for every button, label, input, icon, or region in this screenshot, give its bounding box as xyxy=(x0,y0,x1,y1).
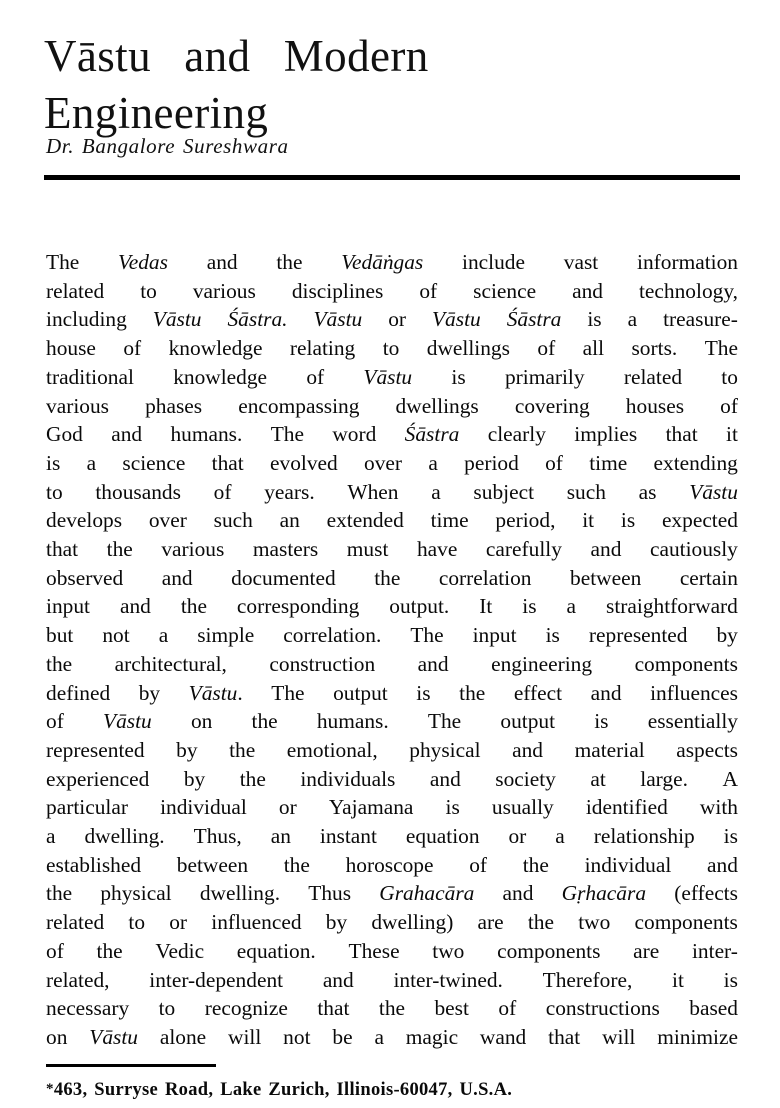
body-word: the xyxy=(276,250,303,274)
body-word: equation. xyxy=(236,938,316,963)
footnote xyxy=(46,1077,746,1102)
body-word: the xyxy=(283,852,310,877)
body-word: and xyxy=(590,680,622,705)
body-word: inter-twined. xyxy=(393,967,503,992)
body-word: a xyxy=(431,479,441,504)
body-word: simple xyxy=(197,623,255,648)
body-line xyxy=(46,621,738,650)
body-word: period xyxy=(464,450,519,475)
body-word: defined xyxy=(46,680,111,705)
body-line xyxy=(46,822,738,851)
body-word: effect xyxy=(513,680,563,705)
body-line xyxy=(46,564,738,593)
body-word: and xyxy=(111,422,143,447)
body-word: large. xyxy=(640,766,688,791)
body-word: output xyxy=(500,709,556,734)
body-word: the xyxy=(374,565,401,590)
body-word: best xyxy=(434,996,469,1021)
body-word: physical xyxy=(409,737,481,762)
body-line xyxy=(46,248,738,277)
body-word: expected xyxy=(661,508,738,533)
body-word: covering xyxy=(514,393,590,418)
body-word: the xyxy=(106,537,133,562)
body-word: A xyxy=(722,766,738,791)
body-word: traditional xyxy=(46,364,134,389)
body-word: a xyxy=(46,824,56,849)
body-word: to xyxy=(382,336,400,361)
body-word: to xyxy=(128,910,146,935)
body-word: construction xyxy=(269,651,376,676)
body-word: or xyxy=(169,910,188,935)
body-word: must xyxy=(346,537,389,562)
body-line xyxy=(46,392,738,421)
body-word: various xyxy=(161,537,225,562)
body-word: house xyxy=(46,336,96,361)
body-word: treasure- xyxy=(663,307,738,332)
body-word: Vāstu xyxy=(313,307,363,332)
body-word: of xyxy=(213,479,232,504)
body-line xyxy=(46,478,738,507)
body-word: extending xyxy=(653,450,738,475)
body-word: emotional, xyxy=(286,737,378,762)
body-word: time xyxy=(430,508,469,533)
body-word: equation xyxy=(405,824,480,849)
body-word: science xyxy=(122,450,186,475)
body-word: necessary xyxy=(46,996,130,1021)
body-word: of xyxy=(498,996,517,1021)
body-word: and xyxy=(429,766,461,791)
body-word: be xyxy=(332,1024,353,1049)
body-word: include xyxy=(462,250,525,274)
body-word: and xyxy=(322,967,354,992)
body-word: by xyxy=(176,737,198,762)
body-word: established xyxy=(46,852,142,877)
body-word: output xyxy=(333,680,388,705)
body-line xyxy=(46,420,738,449)
body-word: Vāstu xyxy=(431,307,481,332)
body-word: a xyxy=(566,594,577,619)
body-word: cautiously xyxy=(649,537,738,562)
body-word: Vāstu xyxy=(689,479,738,504)
body-line xyxy=(46,1023,738,1052)
body-word: input xyxy=(46,594,90,619)
body-word: essentially xyxy=(647,709,738,734)
body-word: masters xyxy=(252,537,319,562)
footnote-text: 463, Surryse Road, Lake Zurich, Illinois-60047, U.S.A. xyxy=(53,1080,513,1100)
body-word: or xyxy=(508,824,527,849)
body-word: related xyxy=(46,910,105,935)
body-word: is xyxy=(545,623,560,648)
body-word: certain xyxy=(679,565,738,590)
body-word: documented xyxy=(231,565,336,590)
body-word: instant xyxy=(319,824,377,849)
body-word: period, xyxy=(495,508,556,533)
body-word: will xyxy=(602,1024,636,1049)
body-line xyxy=(46,334,738,363)
body-word: to xyxy=(46,479,63,504)
body-word: or xyxy=(388,307,407,332)
body-word: phases xyxy=(145,393,203,418)
body-line xyxy=(46,506,738,535)
body-word: a xyxy=(555,824,565,849)
body-word: the xyxy=(46,651,73,676)
body-word: it xyxy=(672,967,684,992)
body-word: implies xyxy=(574,422,638,447)
body-word: represented xyxy=(588,623,688,648)
body-word: that xyxy=(665,422,698,447)
body-word: is xyxy=(522,594,537,619)
body-word: it xyxy=(726,422,738,447)
body-word: straightforward xyxy=(606,594,738,619)
body-line xyxy=(46,535,738,564)
body-word: Vedāṅgas xyxy=(341,250,424,274)
body-word: encompassing xyxy=(238,393,360,418)
body-word: of xyxy=(419,278,438,303)
body-word: but xyxy=(46,623,74,648)
body-word: by xyxy=(138,680,161,705)
body-word: an xyxy=(279,508,300,533)
body-word: on xyxy=(190,709,213,734)
body-word: input xyxy=(472,623,517,648)
body-word: the xyxy=(527,910,554,935)
body-line xyxy=(46,908,738,937)
body-word: The xyxy=(427,709,462,734)
body-word: extended xyxy=(326,508,404,533)
body-word: architectural, xyxy=(114,651,227,676)
body-word: Vāstu xyxy=(363,364,413,389)
body-word: corresponding xyxy=(236,594,360,619)
body-word: Vāstu. xyxy=(188,680,243,705)
body-word: relationship xyxy=(593,824,695,849)
body-word: of xyxy=(46,938,64,963)
body-word: influences xyxy=(650,680,738,705)
body-word: correlation xyxy=(438,565,532,590)
body-word: is xyxy=(723,967,738,992)
body-word: Vedic xyxy=(155,938,205,963)
body-word: by xyxy=(325,910,348,935)
body-line xyxy=(46,679,738,708)
body-line xyxy=(46,937,738,966)
body-word: will xyxy=(228,1024,262,1049)
body-word: Vāstu xyxy=(152,307,202,332)
body-line xyxy=(46,449,738,478)
body-word: all xyxy=(582,336,605,361)
body-word: between xyxy=(570,565,642,590)
body-word: an xyxy=(270,824,291,849)
body-word: dwelling. xyxy=(84,824,165,849)
body-word: years. xyxy=(264,479,315,504)
body-line xyxy=(46,707,738,736)
footnote-divider-rule xyxy=(46,1064,216,1067)
body-word: engineering xyxy=(491,651,593,676)
body-word: based xyxy=(689,996,738,1021)
body-word: houses xyxy=(625,393,685,418)
body-word: dwellings xyxy=(426,336,510,361)
body-word: including xyxy=(46,307,127,332)
body-word: by xyxy=(183,766,206,791)
body-word: to xyxy=(140,278,157,303)
body-word: Vedas xyxy=(118,250,168,274)
body-word: the xyxy=(522,852,549,877)
body-word: the xyxy=(251,709,278,734)
body-word: that xyxy=(46,537,79,562)
body-word: Śāstra xyxy=(404,422,460,447)
body-word: between xyxy=(176,852,249,877)
body-word: of xyxy=(469,852,488,877)
body-word: on xyxy=(46,1024,68,1049)
body-word: The xyxy=(410,623,444,648)
body-word: Thus, xyxy=(193,824,242,849)
body-word: components xyxy=(634,910,738,935)
body-word: wand xyxy=(479,1024,527,1049)
body-line xyxy=(46,851,738,880)
body-word: are xyxy=(633,938,660,963)
body-word: the xyxy=(459,680,486,705)
body-word: The xyxy=(271,680,305,705)
body-word: disciplines xyxy=(291,278,384,303)
body-word: related xyxy=(46,278,105,303)
body-word: the xyxy=(378,996,406,1021)
body-word: relating xyxy=(289,336,356,361)
body-word: and xyxy=(161,565,193,590)
body-word: or xyxy=(278,795,297,820)
body-line xyxy=(46,966,738,995)
body-word: over xyxy=(364,450,403,475)
footnote-marker: * xyxy=(46,1081,54,1097)
body-word: a xyxy=(86,450,97,475)
body-word: of xyxy=(720,393,738,418)
body-word: a xyxy=(428,450,438,475)
body-word: with xyxy=(699,795,738,820)
body-word: components xyxy=(634,651,738,676)
body-word: is xyxy=(620,508,636,533)
body-word: influenced xyxy=(211,910,302,935)
body-line xyxy=(46,879,738,908)
body-word: Thus xyxy=(308,881,352,906)
body-word: word xyxy=(332,422,377,447)
body-word: carefully xyxy=(485,537,562,562)
body-word: physical xyxy=(100,881,172,906)
body-word: and xyxy=(417,651,449,676)
body-line xyxy=(46,363,738,392)
body-word: When xyxy=(347,479,399,504)
body-word: technology, xyxy=(638,278,738,303)
body-word: of xyxy=(306,364,325,389)
body-word: and xyxy=(707,852,738,877)
body-word: identified xyxy=(585,795,668,820)
body-word: recognize xyxy=(204,996,288,1021)
body-word: experienced xyxy=(46,766,150,791)
body-line xyxy=(46,765,738,794)
body-line xyxy=(46,277,738,306)
body-word: usually xyxy=(491,795,554,820)
body-word: time xyxy=(589,450,628,475)
body-word: Gṛhacāra xyxy=(561,881,647,906)
body-word: is xyxy=(594,709,609,734)
body-line xyxy=(46,793,738,822)
body-word: by xyxy=(716,623,738,648)
body-word: such xyxy=(213,508,253,533)
body-word: Grahacāra xyxy=(379,881,475,906)
body-word: particular xyxy=(46,795,128,820)
body-word: (effects xyxy=(674,881,738,906)
body-word: a xyxy=(627,307,638,332)
body-word: inter-dependent xyxy=(149,967,284,992)
body-word: Yajamana xyxy=(328,795,414,820)
body-word: evolved xyxy=(270,450,338,475)
body-word: The xyxy=(270,422,304,447)
body-word: of xyxy=(123,336,142,361)
body-word: related xyxy=(623,364,683,389)
article-body xyxy=(46,248,738,1052)
body-word: Śāstra xyxy=(506,307,562,332)
body-word: sorts. xyxy=(631,336,678,361)
body-word: develops xyxy=(46,508,123,533)
body-word: minimize xyxy=(657,1024,738,1049)
body-word: and xyxy=(206,250,238,274)
body-word: humans. xyxy=(170,422,243,447)
body-word: information xyxy=(637,250,738,274)
body-word: knowledge xyxy=(173,364,268,389)
body-word: various xyxy=(192,278,256,303)
body-word: such xyxy=(566,479,606,504)
body-word: inter- xyxy=(691,938,738,963)
body-word: dwelling. xyxy=(199,881,281,906)
body-word: of xyxy=(46,709,64,734)
body-word: is xyxy=(445,795,460,820)
body-word: clearly xyxy=(487,422,546,447)
body-word: The xyxy=(704,336,738,361)
body-word: a xyxy=(158,623,169,648)
body-word: horoscope xyxy=(345,852,434,877)
body-word: a xyxy=(374,1024,384,1049)
body-word: constructions xyxy=(545,996,660,1021)
body-word: output. xyxy=(389,594,450,619)
body-word: at xyxy=(590,766,606,791)
body-word: as xyxy=(638,479,657,504)
body-word: vast xyxy=(563,250,599,274)
body-word: Vāstu xyxy=(103,709,152,734)
body-word: primarily xyxy=(504,364,585,389)
body-word: magic xyxy=(405,1024,459,1049)
body-word: Therefore, xyxy=(542,967,633,992)
body-word: and xyxy=(119,594,151,619)
body-word: aspects xyxy=(676,737,738,762)
body-word: The xyxy=(46,250,80,274)
body-word: material xyxy=(574,737,645,762)
body-word: the xyxy=(229,737,256,762)
body-word: is xyxy=(451,364,466,389)
body-word: is xyxy=(723,824,738,849)
body-word: knowledge xyxy=(168,336,263,361)
body-word: the xyxy=(96,938,123,963)
body-word: and xyxy=(502,881,534,906)
body-word: represented xyxy=(46,737,145,762)
body-word: not xyxy=(283,1024,311,1049)
body-word: two xyxy=(578,910,611,935)
body-word: correlation. xyxy=(283,623,382,648)
body-word: of xyxy=(545,450,563,475)
body-word: society xyxy=(495,766,556,791)
body-word: not xyxy=(102,623,130,648)
body-word: over xyxy=(148,508,187,533)
body-word: subject xyxy=(473,479,535,504)
body-word: the xyxy=(180,594,207,619)
body-word: the xyxy=(239,766,266,791)
body-word: it xyxy=(582,508,595,533)
body-word: dwelling) xyxy=(371,910,454,935)
body-word: individual xyxy=(160,795,247,820)
author-byline: Dr. Bangalore Sureshwara xyxy=(46,134,289,158)
body-word: science xyxy=(473,278,537,303)
body-word: that xyxy=(211,450,244,475)
body-line xyxy=(46,650,738,679)
body-line xyxy=(46,305,738,334)
body-word: dwellings xyxy=(395,393,479,418)
body-line xyxy=(46,994,738,1023)
body-word: related, xyxy=(46,967,110,992)
body-word: and xyxy=(590,537,622,562)
body-word: have xyxy=(416,537,458,562)
body-word: various xyxy=(46,393,109,418)
body-word: to xyxy=(721,364,738,389)
body-word: are xyxy=(477,910,504,935)
body-word: is xyxy=(46,450,61,475)
body-word: humans. xyxy=(316,709,389,734)
title-line-2: Engineering xyxy=(44,88,269,139)
body-word: individuals xyxy=(300,766,396,791)
body-word: two xyxy=(432,938,465,963)
body-word: alone xyxy=(159,1024,207,1049)
body-word: is xyxy=(416,680,431,705)
body-word: and xyxy=(572,278,603,303)
body-word: It xyxy=(479,594,493,619)
body-line xyxy=(46,736,738,765)
body-word: These xyxy=(348,938,400,963)
body-word: components xyxy=(497,938,601,963)
body-word: Vāstu xyxy=(89,1024,138,1049)
body-word: that xyxy=(317,996,350,1021)
body-word: Śāstra. xyxy=(227,307,288,332)
page-title xyxy=(44,28,744,142)
body-word: that xyxy=(548,1024,581,1049)
body-word: of xyxy=(537,336,556,361)
body-word: is xyxy=(587,307,602,332)
body-word: to xyxy=(158,996,176,1021)
body-word: individual xyxy=(584,852,672,877)
header-divider-rule xyxy=(44,175,740,180)
body-word: observed xyxy=(46,565,124,590)
body-line xyxy=(46,592,738,621)
body-word: the xyxy=(46,881,73,906)
body-word: God xyxy=(46,422,83,447)
body-word: and xyxy=(512,737,543,762)
title-line-1: Vāstu and Modern xyxy=(44,31,429,82)
body-word: thousands xyxy=(95,479,181,504)
